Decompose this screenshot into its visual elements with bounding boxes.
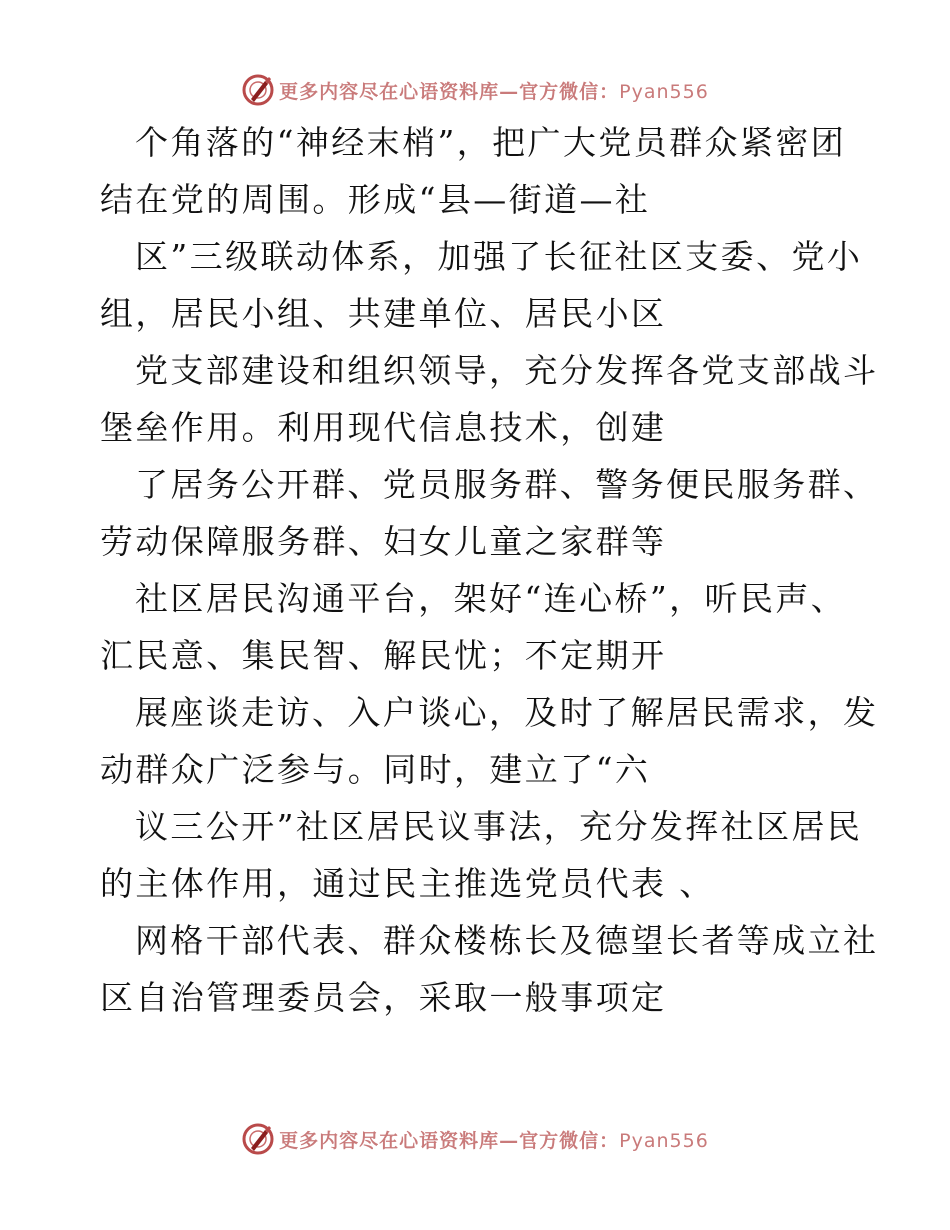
paragraph-line: 区自治管理委员会，采取一般事项定	[100, 978, 667, 1017]
paragraph-line: 了居务公开群、党员服务群、警务便民服务群、	[135, 465, 879, 504]
pen-logo-icon	[241, 73, 275, 107]
header-watermark	[0, 68, 950, 112]
paragraph-line: 个角落的“神经末梢”，把广大党员群众紧密团	[135, 123, 847, 162]
body-text	[0, 114, 950, 1026]
header-watermark-text: 更多内容尽在心语资料库—官方微信：Pyan556	[279, 80, 709, 103]
paragraph-8	[0, 912, 950, 1026]
paragraph-3	[0, 342, 950, 456]
paragraph-line: 动群众广泛参与。同时，建立了“六	[100, 750, 651, 789]
footer-watermark	[0, 1117, 950, 1161]
paragraph-line: 堡垒作用。利用现代信息技术，创建	[100, 408, 667, 447]
paragraph-line: 结在党的周围。形成“县—街道—社	[100, 180, 651, 219]
paragraph-line: 劳动保障服务群、妇女儿童之家群等	[100, 522, 667, 561]
paragraph-line: 汇民意、集民智、解民忧；不定期开	[100, 636, 667, 675]
paragraph-line: 社区居民沟通平台，架好“连心桥”，听民声、	[135, 579, 847, 618]
paragraph-line: 区”三级联动体系，加强了长征社区支委、党小	[135, 237, 863, 276]
paragraph-6	[0, 684, 950, 798]
paragraph-2	[0, 228, 950, 342]
paragraph-line: 党支部建设和组织领导，充分发挥各党支部战斗	[135, 351, 879, 390]
pen-logo-icon	[241, 1122, 275, 1156]
paragraph-5	[0, 570, 950, 684]
paragraph-line: 组，居民小组、共建单位、居民小区	[100, 294, 667, 333]
paragraph-line: 网格干部代表、群众楼栋长及德望长者等成立社	[135, 921, 879, 960]
paragraph-1	[0, 114, 950, 228]
paragraph-line: 议三公开”社区居民议事法，充分发挥社区居民	[135, 807, 863, 846]
paragraph-line: 的主体作用，通过民主推选党员代表 、	[100, 864, 715, 903]
paragraph-7	[0, 798, 950, 912]
footer-watermark-text: 更多内容尽在心语资料库—官方微信：Pyan556	[279, 1129, 709, 1152]
paragraph-line: 展座谈走访、入户谈心，及时了解居民需求，发	[135, 693, 879, 732]
paragraph-4	[0, 456, 950, 570]
